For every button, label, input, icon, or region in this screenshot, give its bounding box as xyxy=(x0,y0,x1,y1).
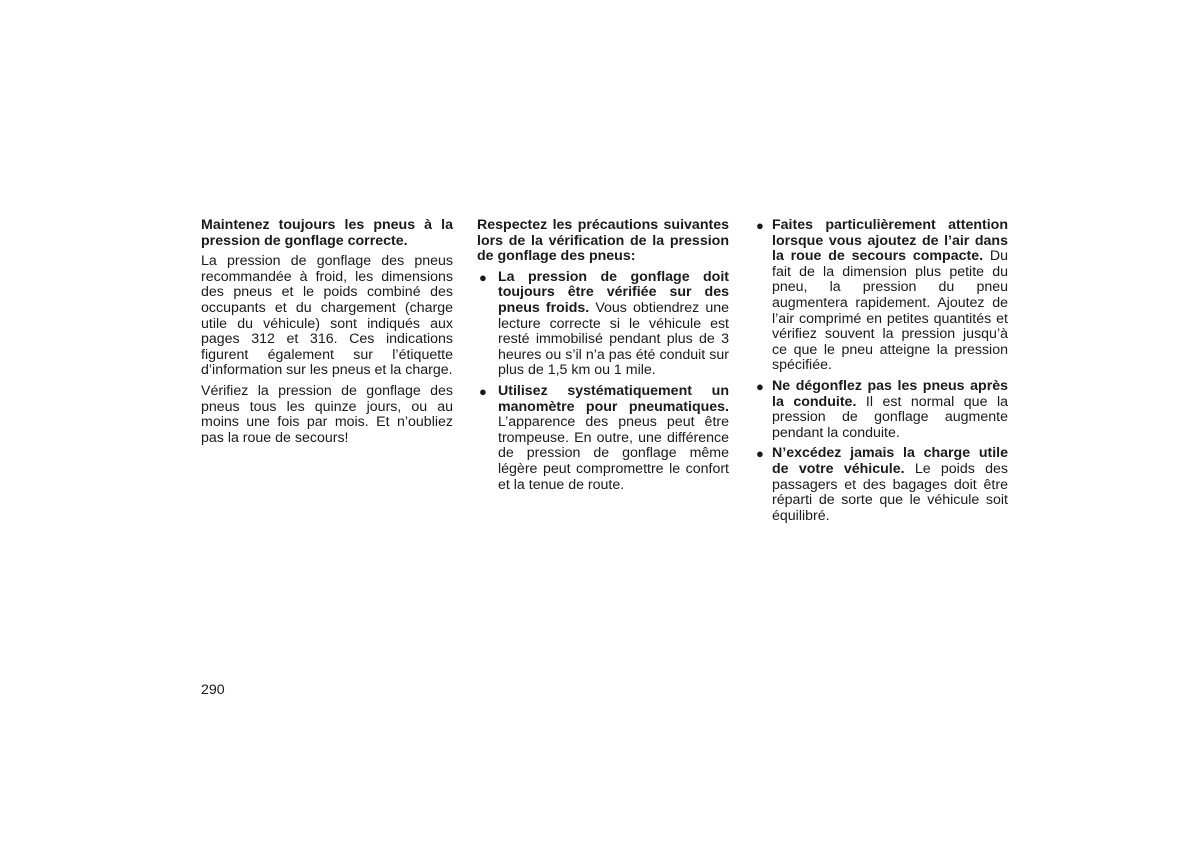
left-column xyxy=(201,218,453,451)
bullet-icon: ● xyxy=(756,218,764,233)
middle-column xyxy=(477,218,729,498)
bullet-icon: ● xyxy=(756,378,764,394)
right-column xyxy=(756,218,1008,529)
list-item xyxy=(477,384,729,493)
list-item-text: Vous obtiendrez une lecture correcte si le véhicule est resté immobilisé pendant plus de 3 heures ou s’il n’a pas été conduit sur plus de 1,5 km ou 1 mile. xyxy=(498,299,729,379)
precautions-list xyxy=(756,218,1008,524)
list-item-text: L’apparence des pneus peut être trompeuse. En outre, une différence de pression de gonflage même légère peut compromettre le confort et la tenue de route. xyxy=(498,414,729,493)
list-item-lead: Ne dégonflez pas les pneus après la conduite. xyxy=(772,377,1008,410)
list-item xyxy=(756,446,1008,524)
bullet-icon: ● xyxy=(756,446,764,462)
list-item-lead: Faites particulièrement attention lorsque vous ajoutez de l’air dans la roue de secours compacte. xyxy=(772,217,1008,265)
list-item xyxy=(477,270,729,379)
list-item-lead: Utilisez systématiquement un manomètre pour pneumatiques. xyxy=(498,382,729,415)
body-paragraph: Vérifiez la pression de gonflage des pneus tous les quinze jours, ou au moins une fois par mois. Et n’oubliez pas la roue de secours! xyxy=(201,382,453,446)
list-item-lead: N’excédez jamais la charge utile de votre véhicule. xyxy=(772,445,1008,477)
list-item-text: Du fait de la dimension plus petite du pneu, la pression du pneu augmentera rapidement. Ajoutez de l’air comprimé en petites quantités et vérifiez souvent la pression jusqu’à ce que le pneu atteigne la pression spécifiée. xyxy=(772,248,1008,374)
page-number: 290 xyxy=(201,682,225,698)
list-item-text: Le poids des passagers et des bagages doit être réparti de sorte que le véhicule soit équilibré. xyxy=(772,460,1008,524)
precautions-list xyxy=(477,270,729,493)
body-paragraph: La pression de gonflage des pneus recommandée à froid, les dimensions des pneus et le poids combiné des occupants et du chargement (charge utile du véhicule) sont indiqués aux pages 312 et 316. Ces indications figurent également sur l’étiquette d’information sur les pneus et la charge. xyxy=(201,253,453,379)
bullet-icon: ● xyxy=(479,383,487,399)
list-item-text: Il est normal que la pression de gonflage augmente pendant la conduite. xyxy=(772,393,1008,441)
list-item-lead: La pression de gonflage doit toujours être vérifiée sur des pneus froids. xyxy=(498,268,729,316)
bullet-icon: ● xyxy=(479,269,487,285)
section-heading: Respectez les précautions suivantes lors de la vérification de la pression de gonflage des pneus: xyxy=(477,217,729,265)
list-item xyxy=(756,218,1008,374)
section-heading: Maintenez toujours les pneus à la pression de gonflage correcte. xyxy=(201,217,453,249)
list-item xyxy=(756,379,1008,441)
